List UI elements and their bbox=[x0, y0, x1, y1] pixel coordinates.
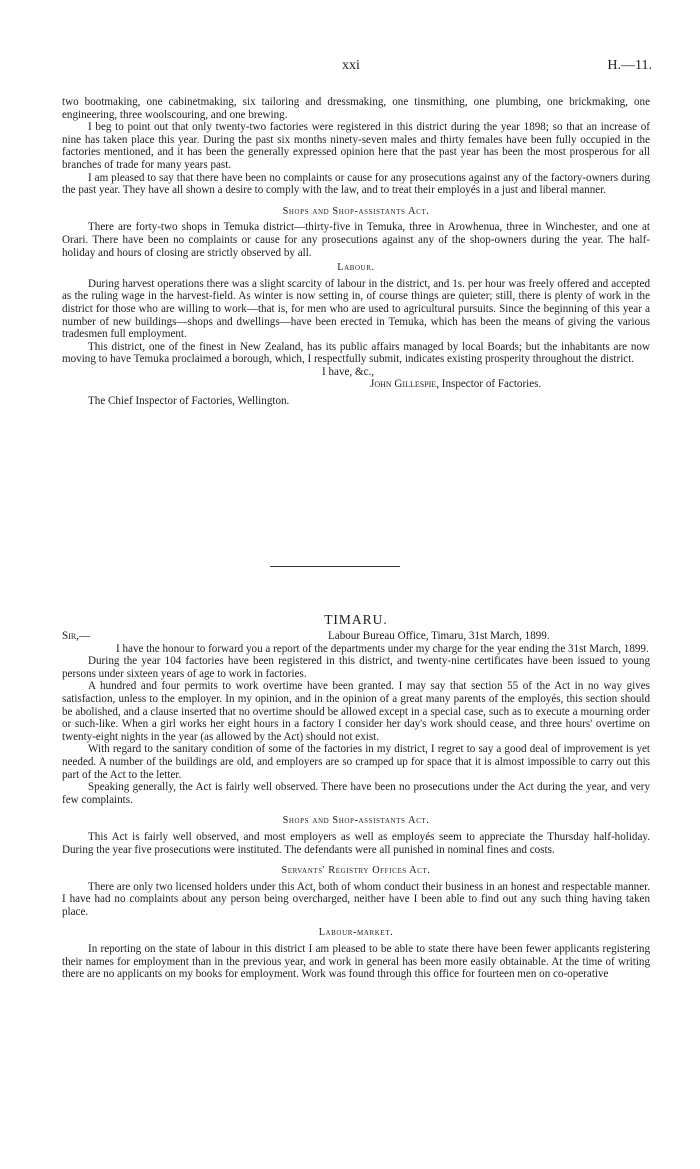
paragraph: There are forty-two shops in Temuka district—thirty-five in Temuka, three in Arowhenua, three in Winchester, and one at Orari. There have been no complaints or cause for any prosecutions against any of the shop-owners during the year. The half-holiday and hours of closing are strictly observed by all. bbox=[62, 221, 650, 259]
paragraph: I beg to point out that only twenty-two factories were registered in this district during the year 1898; so that an increase of nine has taken place this year. During the past six months ninety-seven males and thirty females have been fully occupied in the factories mentioned, and it has been the generally expressed opinion here that the past year has been the most prosperous for all branches of trade for many years past. bbox=[62, 121, 650, 171]
paragraph: During harvest operations there was a slight scarcity of labour in the district, and 1s. per hour was freely offered and accepted as the ruling wage in the harvest-field. As winter is now setting in, of course things are quieter; still, there is plenty of work in the district for those who are willing to work—that is, for men who are used to agricultural pursuits. Since the beginning of this year a number of new buildings—shops and dwellings—have been erected in Temuka, which has been the means of giving the various tradesmen full employment. bbox=[62, 277, 650, 341]
timaru-report bbox=[62, 614, 650, 981]
paragraph: This Act is fairly well observed, and most employers as well as employés seem to appreciate the Thursday half-holiday. During the year five prosecutions were instituted. The defendants were all punished in nominal fines and costs. bbox=[62, 830, 650, 856]
paragraph: This district, one of the finest in New Zealand, has its public affairs managed by local Boards; but the inhabitants are now moving to have Temuka proclaimed a borough, which, I respectfully submit, indicates existing prosperity throughout the district. bbox=[62, 340, 650, 366]
signature bbox=[62, 378, 650, 391]
closing: I have, &c., bbox=[322, 365, 375, 378]
paragraph: In reporting on the state of labour in this district I am pleased to be able to state there have been fewer applicants registering their names for employment than in the previous year, and work in general has been more easily obtainable. At the time of writing there are no applicants on my books for employment. Work was found through this office for fourteen men on co-operative bbox=[62, 943, 650, 981]
paragraph: During the year 104 factories have been registered in this district, and twenty-nine certificates have been issued to young persons under sixteen years of age to work in factories. bbox=[62, 655, 650, 680]
paragraph: A hundred and four permits to work overtime have been granted. I may say that section 55 of the Act in no way gives satisfaction, unless to the employer. In my opinion, and in the opinion of a great many parents of the employés, this section should be abolished, and a clause inserted that no overtime should be allowed except in a special case, such as to execute a mourning order or such-like. When a girl works her eight hours in a factory I consider her day's work should cease, and three hours' overtime on twenty-eight nights in the year (as allowed by the Act) should not exist. bbox=[62, 680, 650, 743]
section-heading-labour-market: Labour-market. bbox=[318, 927, 394, 939]
document-reference: H.—11. bbox=[607, 58, 652, 73]
addressee: The Chief Inspector of Factories, Wellington. bbox=[88, 395, 290, 408]
paragraph: There are only two licensed holders under this Act, both of whom conduct their business in an honest and respectable manner. I have had no complaints about any person being overcharged, neither have I been able to find out any such thing having taken place. bbox=[62, 880, 650, 918]
page-header bbox=[0, 60, 700, 76]
paragraph: With regard to the sanitary condition of some of the factories in my district, I regret to say a good deal of improvement is yet needed. A number of the buildings are old, and employers are so cramped up for space that it is almost impossible to carry out this part of the Act to the letter. bbox=[62, 743, 650, 781]
section-heading-servants: Servants' Registry Offices Act. bbox=[281, 865, 431, 877]
signature-name: John Gillespie, bbox=[370, 378, 439, 391]
paragraph: Speaking generally, the Act is fairly well observed. There have been no prosecutions under the Act during the year, and very few complaints. bbox=[62, 781, 650, 806]
place-date: Labour Bureau Office, Timaru, 31st March, 1899. bbox=[328, 629, 550, 642]
section-heading-shops: Shops and Shop-assistants Act. bbox=[282, 205, 430, 217]
section-divider bbox=[270, 566, 400, 567]
town-heading: TIMARU. bbox=[324, 612, 388, 627]
signature-title: Inspector of Factories. bbox=[441, 378, 542, 391]
letter-opening bbox=[62, 630, 650, 643]
page-number: xxi bbox=[342, 58, 360, 73]
salutation: Sir,— bbox=[62, 629, 91, 642]
paragraph: I am pleased to say that there have been no complaints or cause for any prosecutions against any of the factory-owners during the past year. They have all shown a desire to comply with the law, and to treat their employés in a just and liberal manner. bbox=[62, 171, 650, 197]
section-heading-labour: Labour. bbox=[337, 262, 375, 274]
paragraph: I have the honour to forward you a report of the departments under my charge for the year ending the 31st March, 1899. bbox=[116, 642, 649, 655]
paragraph: two bootmaking, one cabinetmaking, six tailoring and dressmaking, one tinsmithing, one plumbing, one brickmaking, one engineering, three woolscouring, and one brewing. bbox=[62, 96, 650, 121]
section-heading-shops: Shops and Shop-assistants Act. bbox=[282, 815, 430, 827]
temuka-report bbox=[62, 96, 650, 408]
